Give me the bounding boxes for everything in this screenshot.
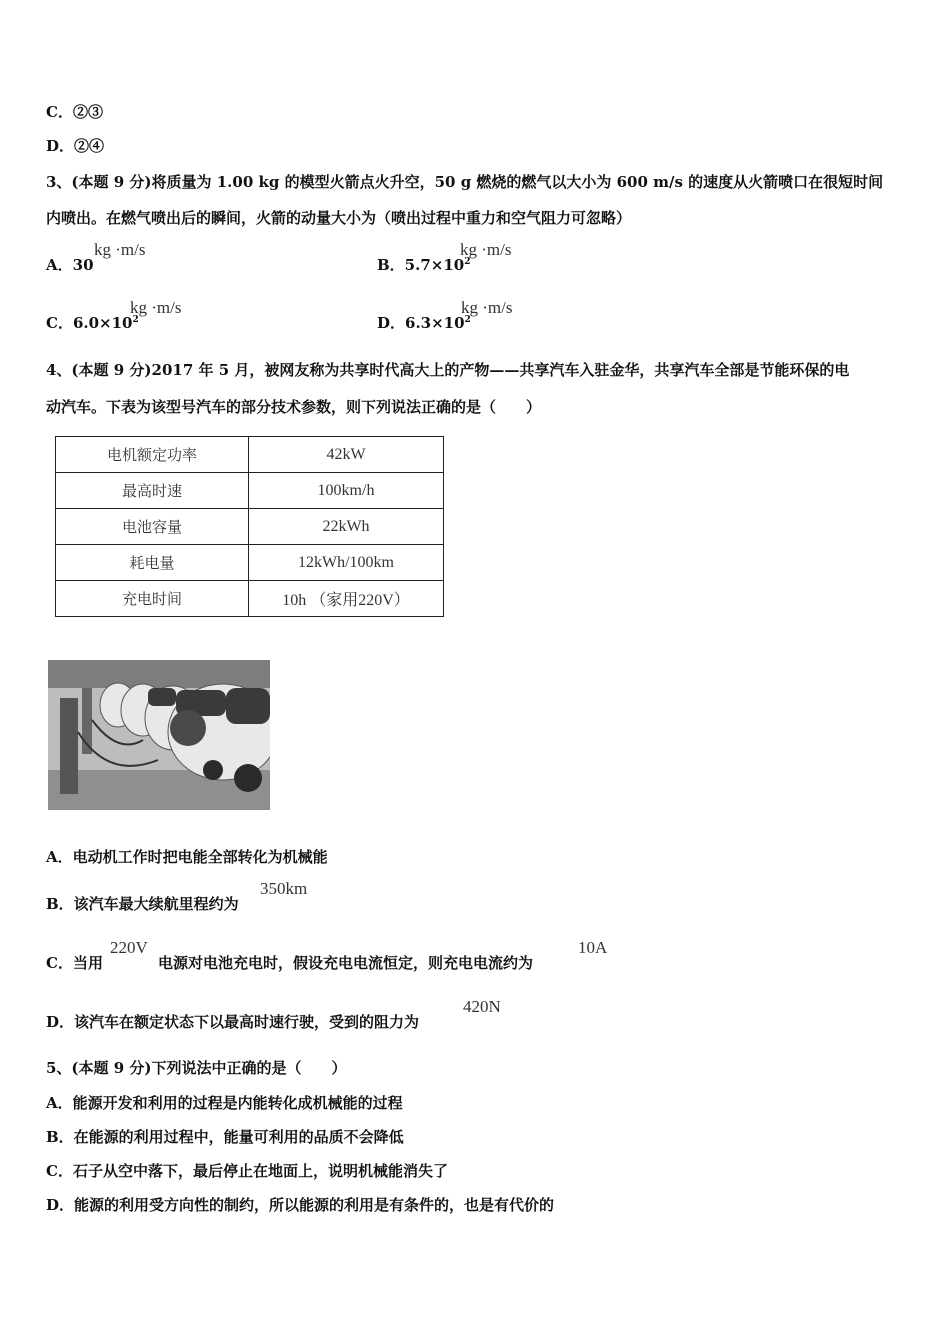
q4-option-d-value: 420N xyxy=(463,997,501,1016)
q3-option-d-unit: kg ·m/s xyxy=(461,298,513,317)
q3-option-b-unit: kg ·m/s xyxy=(460,240,512,259)
q2-option-c: C．②③ xyxy=(46,103,103,121)
q4-stem-line1: 4、(本题 9 分)2017 年 5 月，被网友称为共享时代高大上的产物——共享汽车入驻金华，共享汽车全部是节能环保的电 xyxy=(46,361,850,379)
q4-option-b: B．该汽车最大续航里程约为 xyxy=(46,895,239,913)
spec-key: 最高时速 xyxy=(56,473,249,509)
q4-option-c: C．当用 xyxy=(46,954,103,972)
table-row xyxy=(56,437,444,473)
q4-option-b-value: 350km xyxy=(260,879,308,898)
table-row xyxy=(56,545,444,581)
charging-cars-photo xyxy=(48,660,270,810)
spec-value: 42kW xyxy=(249,437,444,473)
q3-option-c: C．$6.0\times 10^2$ xyxy=(46,314,139,332)
q3-stem-line2: 内喷出。在燃气喷出后的瞬间，火箭的动量大小为（喷出过程中重力和空气阻力可忽略） xyxy=(46,209,632,227)
table-row xyxy=(56,581,444,617)
q3-stem-line1: 3、(本题 9 分)将质量为 1.00 kg 的模型火箭点火升空，50 g 燃烧的燃气以大小为 600 m/s 的速度从火箭喷口在很短时间 xyxy=(46,173,884,191)
q3-option-a: A．30 xyxy=(46,256,94,274)
q3-option-a-unit: kg ·m/s xyxy=(94,240,146,259)
spec-value: 10h （家用220V） xyxy=(249,581,444,617)
q3-option-d: D．$6.3\times 10^2$ xyxy=(377,314,471,332)
spec-value: 22kWh xyxy=(249,509,444,545)
q5-option-b: B．在能源的利用过程中，能量可利用的品质不会降低 xyxy=(46,1128,404,1146)
charging-cars-illustration xyxy=(48,660,270,810)
q5-option-c: C．石子从空中落下，最后停止在地面上，说明机械能消失了 xyxy=(46,1162,448,1180)
spec-key: 电池容量 xyxy=(56,509,249,545)
spec-key: 耗电量 xyxy=(56,545,249,581)
car-spec-table xyxy=(55,436,444,617)
q3-option-b: B．$5.7\times 10^2$ xyxy=(377,256,471,274)
q2-option-d: D．②④ xyxy=(46,137,105,155)
q5-stem: 5、(本题 9 分)下列说法中正确的是（ ） xyxy=(46,1059,347,1077)
q5-option-d: D．能源的利用受方向性的制约，所以能源的利用是有条件的，也是有代价的 xyxy=(46,1196,555,1214)
q3-option-c-unit: kg ·m/s xyxy=(130,298,182,317)
q4-option-d: D．该汽车在额定状态下以最高时速行驶，受到的阻力为 xyxy=(46,1013,420,1031)
q4-option-c-voltage: 220V xyxy=(110,938,148,957)
q4-option-a: A．电动机工作时把电能全部转化为机械能 xyxy=(46,848,328,866)
spec-value: 100km/h xyxy=(249,473,444,509)
spec-value: 12kWh/100km xyxy=(249,545,444,581)
q4-option-c-current: 10A xyxy=(578,938,608,957)
q5-option-a: A．能源开发和利用的过程是内能转化成机械能的过程 xyxy=(46,1094,403,1112)
spec-key: 充电时间 xyxy=(56,581,249,617)
table-row xyxy=(56,473,444,509)
q4-stem-line2: 动汽车。下表为该型号汽车的部分技术参数，则下列说法正确的是（ ） xyxy=(46,398,542,416)
table-row xyxy=(56,509,444,545)
spec-key: 电机额定功率 xyxy=(56,437,249,473)
q4-option-c-text: 电源对电池充电时，假设充电电流恒定，则充电电流约为 xyxy=(158,954,534,972)
